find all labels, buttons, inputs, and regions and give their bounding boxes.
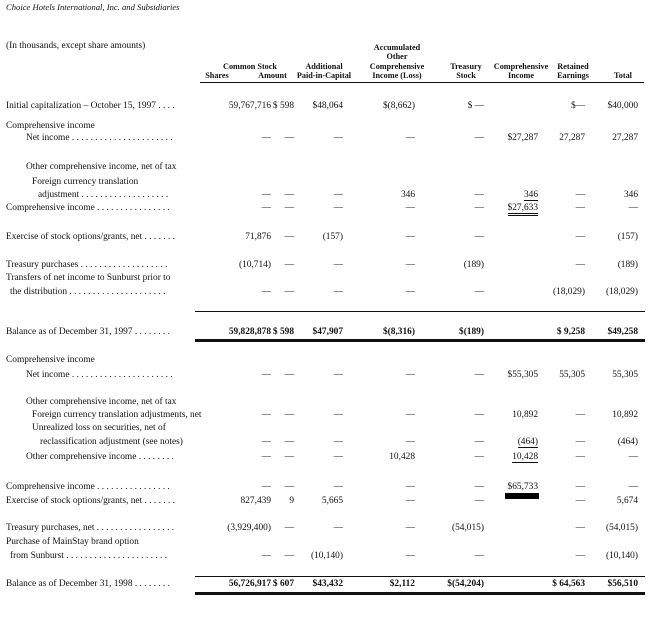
- table-row: [0, 287, 656, 299]
- cell-shares: —: [261, 437, 271, 447]
- cell-apic: —: [333, 482, 343, 492]
- row-label: reclassification adjustment (see notes): [40, 437, 183, 447]
- row-label: Exercise of stock options/grants, net . . . . . . .: [6, 496, 175, 506]
- cell-retained: $ 9,258: [556, 327, 585, 337]
- cell-apic: —: [333, 452, 343, 462]
- row-label: Foreign currency translation adjustments, net: [32, 410, 202, 420]
- cell-comp-income: (464): [517, 437, 538, 447]
- row-label: Net income . . . . . . . . . . . . . . . . . . . . . .: [26, 133, 173, 143]
- cell-treasury: (189): [463, 260, 484, 270]
- cell-amount: —: [284, 551, 294, 561]
- row-label: Foreign currency translation: [32, 177, 139, 187]
- cell-aoci: $(8,662): [382, 101, 415, 111]
- table-row: [0, 551, 656, 563]
- cell-treasury: —: [474, 190, 484, 200]
- cell-retained: —: [575, 482, 585, 492]
- cell-apic: 5,665: [321, 496, 343, 506]
- cell-amount: —: [284, 190, 294, 200]
- cell-total: $40,000: [607, 101, 638, 111]
- header-aoci-2: Other: [386, 52, 408, 61]
- cell-amount: —: [284, 260, 294, 270]
- cell-retained: —: [575, 232, 585, 242]
- cell-treasury: —: [474, 133, 484, 143]
- cell-apic: —: [333, 133, 343, 143]
- table-row: [0, 423, 656, 435]
- cell-aoci: 10,428: [389, 452, 415, 462]
- cell-shares: (10,714): [238, 260, 271, 270]
- cell-retained: —: [575, 496, 585, 506]
- row-label: Purchase of MainStay brand option: [6, 537, 139, 547]
- cell-apic: —: [333, 410, 343, 420]
- cell-apic: $48,064: [312, 101, 343, 111]
- table-row: [0, 452, 656, 464]
- cell-amount: $ 607: [272, 579, 294, 589]
- table-row: [0, 232, 656, 244]
- cell-retained: —: [575, 523, 585, 533]
- table-row: [0, 133, 656, 145]
- cell-retained: —: [575, 203, 585, 213]
- cell-apic: —: [333, 260, 343, 270]
- cell-shares: —: [261, 452, 271, 462]
- table-row: [0, 537, 656, 549]
- cell-amount: $ 598: [272, 327, 294, 337]
- cell-comp-income: $27,287: [507, 133, 538, 143]
- cell-aoci: —: [405, 551, 415, 561]
- cell-shares: 827,439: [240, 496, 271, 506]
- cell-shares: —: [261, 287, 271, 297]
- row-label: Other comprehensive income . . . . . . . .: [26, 452, 174, 462]
- cell-shares: —: [261, 203, 271, 213]
- header-treasury-1: Treasury: [450, 62, 482, 71]
- row-label: Treasury purchases . . . . . . . . . . . . . . . . . . .: [6, 260, 168, 270]
- table-row: [0, 355, 656, 367]
- cell-comp-income: 10,892: [512, 410, 538, 420]
- cell-retained: —: [575, 260, 585, 270]
- cell-amount: 9: [289, 496, 294, 506]
- cell-apic: $47,907: [312, 327, 343, 337]
- cell-amount: —: [284, 370, 294, 380]
- table-row: [0, 523, 656, 535]
- cell-total: (464): [617, 437, 638, 447]
- cell-amount: —: [284, 287, 294, 297]
- header-retained-1: Retained: [557, 62, 589, 71]
- table-row: [0, 579, 656, 591]
- cell-treasury: —: [474, 203, 484, 213]
- cell-total: 55,305: [612, 370, 638, 380]
- row-label: Treasury purchases, net . . . . . . . . . . . . . . . . .: [6, 523, 175, 533]
- cell-treasury: $(189): [459, 327, 484, 337]
- header-apic-2: Paid-in-Capital: [296, 71, 352, 80]
- cell-treasury: —: [474, 437, 484, 447]
- cell-retained: —: [575, 410, 585, 420]
- rule-after-balance-1997: [195, 339, 645, 342]
- cell-treasury: —: [474, 370, 484, 380]
- cell-treasury: —: [474, 482, 484, 492]
- table-row: [0, 101, 656, 113]
- cell-amount: —: [284, 437, 294, 447]
- cell-aoci: —: [405, 133, 415, 143]
- cell-total: —: [628, 482, 638, 492]
- header-amount: Amount: [258, 71, 287, 80]
- cell-total: (189): [617, 260, 638, 270]
- cell-shares: —: [261, 410, 271, 420]
- cell-treasury: —: [474, 452, 484, 462]
- row-label: Other comprehensive income, net of tax: [26, 397, 177, 407]
- row-label: from Sunburst . . . . . . . . . . . . . . . . . . . . . .: [10, 551, 168, 561]
- cell-apic: —: [333, 190, 343, 200]
- cell-retained: $—: [570, 101, 585, 111]
- cell-retained: —: [575, 452, 585, 462]
- header-aoci-3: Comprehensive: [369, 62, 425, 71]
- cell-shares: —: [261, 133, 271, 143]
- cell-shares: 56,726,917: [228, 579, 271, 589]
- cell-amount: —: [284, 203, 294, 213]
- cell-shares: 59,828,878: [228, 327, 271, 337]
- cell-aoci: —: [405, 260, 415, 270]
- cell-aoci: —: [405, 482, 415, 492]
- row-label: Comprehensive income . . . . . . . . . . . . . . . .: [6, 203, 170, 213]
- rule-before-balance-1998: [195, 576, 645, 577]
- cell-amount: —: [284, 452, 294, 462]
- cell-aoci: —: [405, 496, 415, 506]
- cell-shares: —: [261, 482, 271, 492]
- row-label: Balance as of December 31, 1997 . . . . . . . .: [6, 327, 171, 337]
- row-label: Comprehensive income . . . . . . . . . . . . . . . .: [6, 482, 170, 492]
- table-row: [0, 203, 656, 215]
- cell-aoci: —: [405, 370, 415, 380]
- cell-aoci: —: [405, 232, 415, 242]
- cell-aoci: 346: [400, 190, 415, 200]
- cell-amount: $ 598: [272, 101, 294, 111]
- cell-aoci: $(8,316): [382, 327, 415, 337]
- cell-total: (10,140): [605, 551, 638, 561]
- table-row: [0, 410, 656, 422]
- cell-apic: —: [333, 437, 343, 447]
- table-row: [0, 496, 656, 508]
- table-row: [0, 397, 656, 409]
- header-aoci-1: Accumulated: [373, 43, 421, 52]
- cell-total: 5,674: [616, 496, 638, 506]
- cell-total: 10,892: [612, 410, 638, 420]
- cell-treasury: (54,015): [451, 523, 484, 533]
- cell-shares: —: [261, 190, 271, 200]
- cell-apic: $43,432: [312, 579, 343, 589]
- cell-aoci: —: [405, 410, 415, 420]
- cell-shares: (3,929,400): [227, 523, 271, 533]
- cell-total: 346: [623, 190, 638, 200]
- header-comp-2: Income: [508, 71, 534, 80]
- cell-retained: —: [575, 551, 585, 561]
- cell-retained: 55,305: [559, 370, 585, 380]
- cell-aoci: —: [405, 437, 415, 447]
- header-rule: [200, 82, 644, 83]
- cell-treasury: $(54,204): [447, 579, 484, 589]
- comprehensive-income-bar: [505, 493, 539, 499]
- cell-retained: 27,287: [559, 133, 585, 143]
- table-row: [0, 177, 656, 189]
- cell-amount: —: [284, 133, 294, 143]
- row-label: Comprehensive income: [6, 121, 95, 131]
- table-row: [0, 162, 656, 174]
- table-row: [0, 482, 656, 494]
- cell-retained: $ 64,563: [552, 579, 585, 589]
- cell-comp-income: $27,633: [508, 203, 538, 216]
- row-label: Transfers of net income to Sunburst prior to: [6, 273, 171, 283]
- cell-shares: —: [261, 551, 271, 561]
- header-aoci-4: Income (Loss): [372, 71, 422, 80]
- row-label: Initial capitalization – October 15, 1997 . . . .: [6, 101, 175, 111]
- cell-comp-income: 10,428: [512, 452, 538, 462]
- cell-shares: —: [261, 370, 271, 380]
- cell-aoci: $2,112: [389, 579, 415, 589]
- header-apic-1: Additional: [305, 62, 343, 71]
- row-label: Other comprehensive income, net of tax: [26, 162, 177, 172]
- cell-treasury: —: [474, 551, 484, 561]
- company-name: Choice Hotels International, Inc. and Subsidiaries: [6, 2, 180, 12]
- header-total: Total: [614, 71, 632, 80]
- cell-aoci: —: [405, 203, 415, 213]
- cell-retained: —: [575, 437, 585, 447]
- cell-total: (54,015): [605, 523, 638, 533]
- table-row: [0, 437, 656, 449]
- cell-shares: 71,876: [245, 232, 271, 242]
- cell-total: $49,258: [607, 327, 638, 337]
- row-label: Unrealized loss on securities, net of: [32, 423, 166, 433]
- cell-total: (157): [617, 232, 638, 242]
- cell-amount: —: [284, 482, 294, 492]
- table-row: [0, 260, 656, 272]
- header-shares: Shares: [205, 71, 229, 80]
- cell-amount: —: [284, 523, 294, 533]
- header-treasury-2: Stock: [456, 71, 476, 80]
- cell-apic: —: [333, 370, 343, 380]
- table-row: [0, 273, 656, 285]
- cell-retained: —: [575, 190, 585, 200]
- cell-treasury: $ —: [467, 101, 484, 111]
- row-label: Balance as of December 31, 1998 . . . . . . . .: [6, 579, 171, 589]
- cell-comp-income: $55,305: [507, 370, 538, 380]
- table-row: [0, 370, 656, 382]
- cell-shares: 59,767,716: [228, 101, 271, 111]
- cell-amount: —: [284, 410, 294, 420]
- cell-apic: —: [333, 287, 343, 297]
- units-note: (In thousands, except share amounts): [6, 41, 146, 51]
- row-label: Exercise of stock options/grants, net . . . . . . .: [6, 232, 175, 242]
- table-row: [0, 121, 656, 133]
- table-row: [0, 190, 656, 202]
- cell-total: $56,510: [607, 579, 638, 589]
- row-label: the distribution . . . . . . . . . . . . . . . . . . . . .: [10, 287, 166, 297]
- cell-apic: (10,140): [310, 551, 343, 561]
- cell-aoci: —: [405, 523, 415, 533]
- row-label: adjustment . . . . . . . . . . . . . . . . . . .: [38, 190, 169, 200]
- cell-treasury: —: [474, 496, 484, 506]
- cell-retained: (18,029): [552, 287, 585, 297]
- table-row: [0, 327, 656, 339]
- cell-total: —: [628, 203, 638, 213]
- row-label: Comprehensive income: [6, 355, 95, 365]
- cell-aoci: —: [405, 287, 415, 297]
- row-label: Net income . . . . . . . . . . . . . . . . . . . . . .: [26, 370, 173, 380]
- cell-total: (18,029): [605, 287, 638, 297]
- rule-before-balance-1997: [195, 311, 645, 312]
- header-retained-2: Earnings: [557, 71, 589, 80]
- header-common-stock: Common Stock: [223, 62, 277, 71]
- rule-after-balance-1998: [195, 592, 645, 595]
- cell-apic: —: [333, 523, 343, 533]
- cell-treasury: —: [474, 232, 484, 242]
- cell-comp-income: $65,733: [507, 482, 538, 492]
- cell-amount: —: [284, 232, 294, 242]
- cell-apic: (157): [322, 232, 343, 242]
- cell-treasury: —: [474, 287, 484, 297]
- cell-comp-income: 346: [523, 190, 538, 200]
- cell-treasury: —: [474, 410, 484, 420]
- header-comp-1: Comprehensive: [493, 62, 549, 71]
- cell-total: 27,287: [612, 133, 638, 143]
- cell-total: —: [628, 452, 638, 462]
- cell-apic: —: [333, 203, 343, 213]
